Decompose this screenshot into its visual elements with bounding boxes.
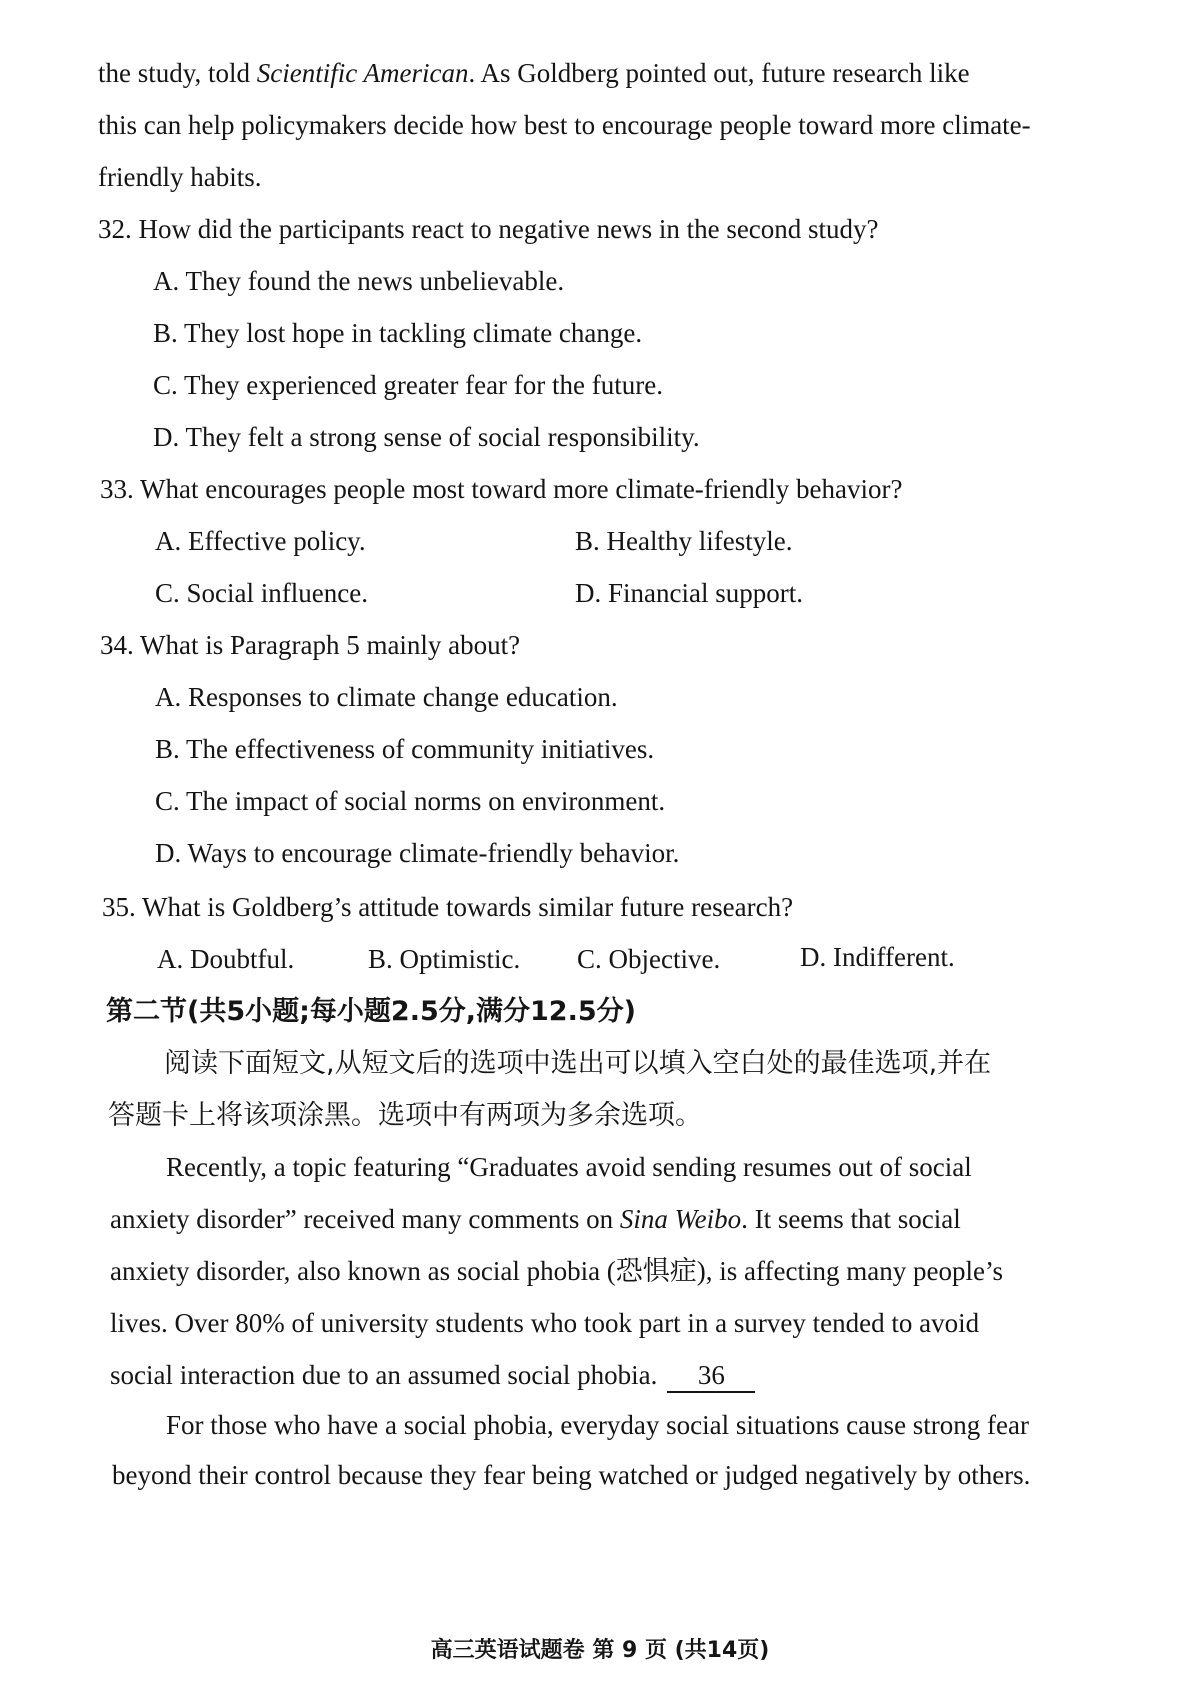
- passage-c-line-1: the study, told Scientific American. As Goldberg pointed out, future research like: [98, 58, 970, 88]
- passage-d-p1-line-5: social interaction due to an assumed social phobia. 36: [110, 1362, 755, 1393]
- q32-option-b: B. They lost hope in tackling climate change.: [153, 318, 643, 348]
- q35-option-c: C. Objective.: [577, 944, 721, 974]
- q33-option-d: D. Financial support.: [575, 578, 803, 608]
- passage-c-line-2: this can help policymakers decide how best to encourage people toward more climate-: [98, 110, 1031, 140]
- q35-option-a: A. Doubtful.: [157, 944, 295, 974]
- q33-option-b: B. Healthy lifestyle.: [575, 526, 793, 556]
- passage-d-p1-line-2: anxiety disorder” received many comments on Sina Weibo. It seems that social: [110, 1204, 961, 1234]
- q32-option-a: A. They found the news unbelievable.: [153, 266, 565, 296]
- passage-d-p1-line-1: Recently, a topic featuring “Graduates avoid sending resumes out of social: [166, 1152, 972, 1182]
- section-2-heading: 第二节(共5小题;每小题2.5分,满分12.5分): [106, 996, 636, 1027]
- q34-option-d: D. Ways to encourage climate-friendly behavior.: [155, 838, 680, 868]
- passage-d-p2-line-2: beyond their control because they fear being watched or judged negatively by others.: [112, 1460, 1031, 1490]
- passage-c-line-3: friendly habits.: [98, 162, 262, 192]
- q32-option-d: D. They felt a strong sense of social responsibility.: [153, 422, 700, 452]
- q34-option-c: C. The impact of social norms on environment.: [155, 786, 666, 816]
- passage-d-p1-line-4: lives. Over 80% of university students who took part in a survey tended to avoid: [110, 1308, 980, 1338]
- question-34-stem: 34. What is Paragraph 5 mainly about?: [100, 630, 521, 660]
- passage-d-p1-line-3: anxiety disorder, also known as social phobia (恐惧症), is affecting many people’s: [110, 1256, 1003, 1286]
- source-name: Sina Weibo: [619, 1204, 742, 1234]
- q34-option-b: B. The effectiveness of community initiatives.: [155, 734, 655, 764]
- q34-option-a: A. Responses to climate change education.: [155, 682, 618, 712]
- q33-option-a: A. Effective policy.: [155, 526, 366, 556]
- answer-blank-36: 36: [667, 1362, 755, 1393]
- question-35-stem: 35. What is Goldberg’s attitude towards similar future research?: [102, 892, 794, 922]
- q32-option-c: C. They experienced greater fear for the future.: [153, 370, 663, 400]
- question-32-stem: 32. How did the participants react to negative news in the second study?: [98, 214, 879, 244]
- q35-option-d: D. Indifferent.: [800, 942, 955, 972]
- question-33-stem: 33. What encourages people most toward more climate-friendly behavior?: [100, 474, 903, 504]
- q33-option-c: C. Social influence.: [155, 578, 368, 608]
- page-footer: 高三英语试题卷 第 9 页 (共14页): [430, 1638, 770, 1663]
- q35-option-b: B. Optimistic.: [368, 944, 521, 974]
- section-2-instruction-line-1: 阅读下面短文,从短文后的选项中选出可以填入空白处的最佳选项,并在: [164, 1048, 992, 1079]
- source-name: Scientific American: [256, 58, 469, 88]
- passage-d-p2-line-1: For those who have a social phobia, everyday social situations cause strong fear: [166, 1410, 1029, 1440]
- section-2-instruction-line-2: 答题卡上将该项涂黑。选项中有两项为多余选项。: [108, 1100, 702, 1131]
